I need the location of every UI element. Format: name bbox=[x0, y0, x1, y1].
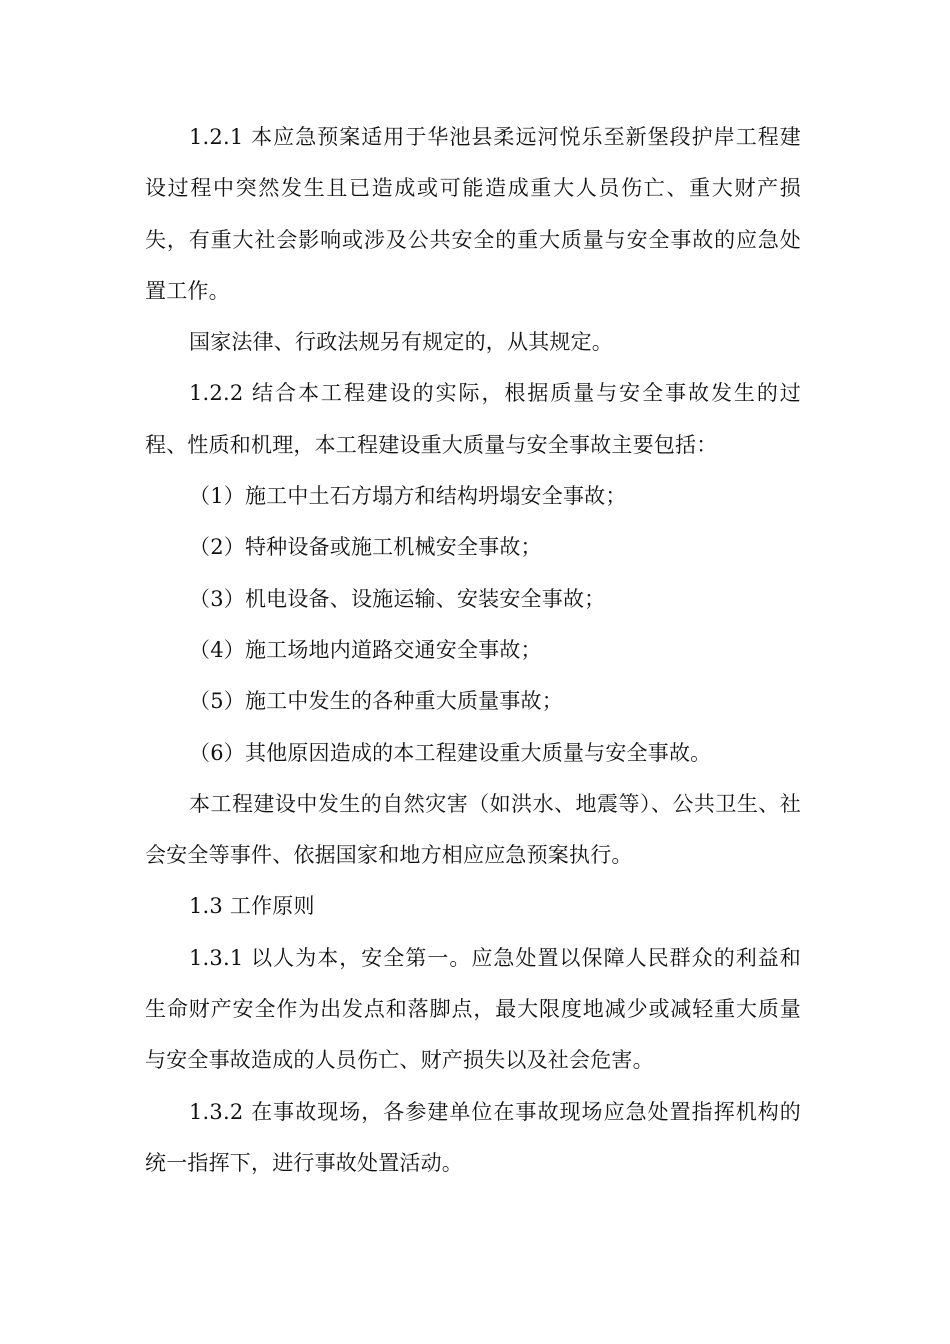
paragraph-principle-1-3-2: 1.3.2 在事故现场，各参建单位在事故现场应急处置指挥机构的统一指挥下，进行事故处置活动。 bbox=[145, 1099, 801, 1175]
paragraph-accident-types-1-2-2: 1.2.2 结合本工程建设的实际，根据质量与安全事故发生的过程、性质和机理，本工程建设重大质量与安全事故主要包括： bbox=[145, 381, 801, 457]
section-heading-1-3: 1.3 工作原则 bbox=[189, 894, 315, 919]
document-body bbox=[145, 112, 801, 1189]
list-item-accident-5: （5）施工中发生的各种重大质量事故； bbox=[189, 689, 563, 714]
list-item-accident-4: （4）施工场地内道路交通安全事故； bbox=[189, 637, 542, 662]
paragraph-scope-1-2-1: 1.2.1 本应急预案适用于华池县柔远河悦乐至新堡段护岸工程建设过程中突然发生且已造成或可能造成重大人员伤亡、重大财产损失，有重大社会影响或涉及公共安全的重大质量与安全事故的应急处置工作。 bbox=[145, 125, 801, 303]
paragraph-natural-disaster: 本工程建设中发生的自然灾害（如洪水、地震等）、公共卫生、社会安全等事件、依据国家和地方相应应急预案执行。 bbox=[145, 791, 801, 868]
list-item-accident-1: （1）施工中土石方塌方和结构坍塌安全事故； bbox=[189, 484, 627, 509]
list-item-accident-2: （2）特种设备或施工机械安全事故； bbox=[189, 535, 542, 560]
paragraph-legal-provision: 国家法律、行政法规另有规定的，从其规定。 bbox=[189, 330, 613, 355]
list-item-accident-3: （3）机电设备、设施运输、安装安全事故； bbox=[189, 586, 606, 611]
paragraph-principle-1-3-1: 1.3.1 以人为本，安全第一。应急处置以保障人民群众的利益和生命财产安全作为出发点和落脚点，最大限度地减少或减轻重大质量与安全事故造成的人员伤亡、财产损失以及社会危害。 bbox=[145, 945, 801, 1073]
list-item-accident-6: （6）其他原因造成的本工程建设重大质量与安全事故。 bbox=[189, 740, 712, 765]
